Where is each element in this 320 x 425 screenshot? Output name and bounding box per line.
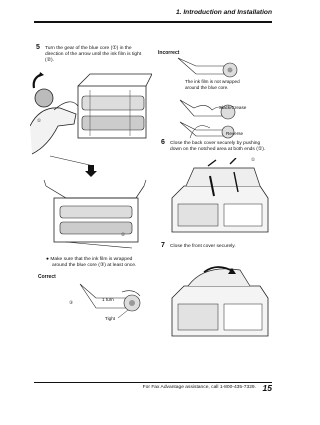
step-7-number: 7 (161, 242, 165, 249)
step-7-line1: Close the front cover securely. (170, 244, 236, 249)
not-wrapped-note (185, 79, 240, 90)
marker-1-step6: ① (251, 157, 256, 162)
marker-1-step5: ① (37, 118, 42, 123)
wrap-line1: ● Make sure that the ink film is wrapped (46, 257, 133, 262)
step-6-number: 6 (161, 139, 165, 146)
tight-label: Tight (105, 316, 116, 321)
step-7 (161, 242, 276, 250)
footer-assistance: For Fax Advantage assistance, call 1-800-435-7329. (142, 385, 256, 390)
one-turn-label: 1 turn (102, 297, 114, 302)
step-5-line2: direction of the arrow until the ink film is tight (45, 52, 142, 57)
step-5-number: 5 (36, 44, 40, 51)
marker-2-step5: ② (121, 232, 126, 237)
step-5 (36, 44, 150, 64)
correct-label: Correct (38, 274, 56, 280)
step-6-line2: down on the notched area at both ends (①). (170, 147, 266, 152)
reverse-illustration (176, 118, 240, 140)
wrap-instruction (46, 257, 154, 269)
film-tightened-illustration (36, 178, 150, 250)
step-6 (161, 139, 276, 153)
close-back-cover-illustration (164, 158, 274, 240)
header-divider (34, 21, 272, 23)
incorrect-label: Incorrect (158, 50, 180, 56)
step-5-line3: (②). (45, 58, 55, 63)
not-wrapped-line2: around the blue core. (185, 84, 229, 90)
reverse-label: Reverse (226, 131, 244, 136)
step-6-line1: Close the back cover securely by pushing (170, 141, 261, 146)
not-wrapped-line1: The ink film is not wrapped (185, 79, 240, 84)
marker-3: ③ (69, 300, 74, 305)
close-front-cover-illustration (164, 258, 274, 344)
down-arrow-icon (85, 165, 97, 177)
gear-turning-illustration (30, 66, 152, 168)
footer-divider (34, 382, 272, 383)
slack-crease-label: Slack/Crease (219, 105, 247, 110)
page-number: 15 (262, 383, 272, 393)
step-5-line1: Turn the gear of the blue core (①) in the (45, 46, 132, 51)
section-title: 1. Introduction and Installation (176, 9, 272, 16)
wrap-line2: around the blue core (③) at least once. (52, 263, 137, 268)
unwrapped-core-illustration (176, 54, 240, 78)
